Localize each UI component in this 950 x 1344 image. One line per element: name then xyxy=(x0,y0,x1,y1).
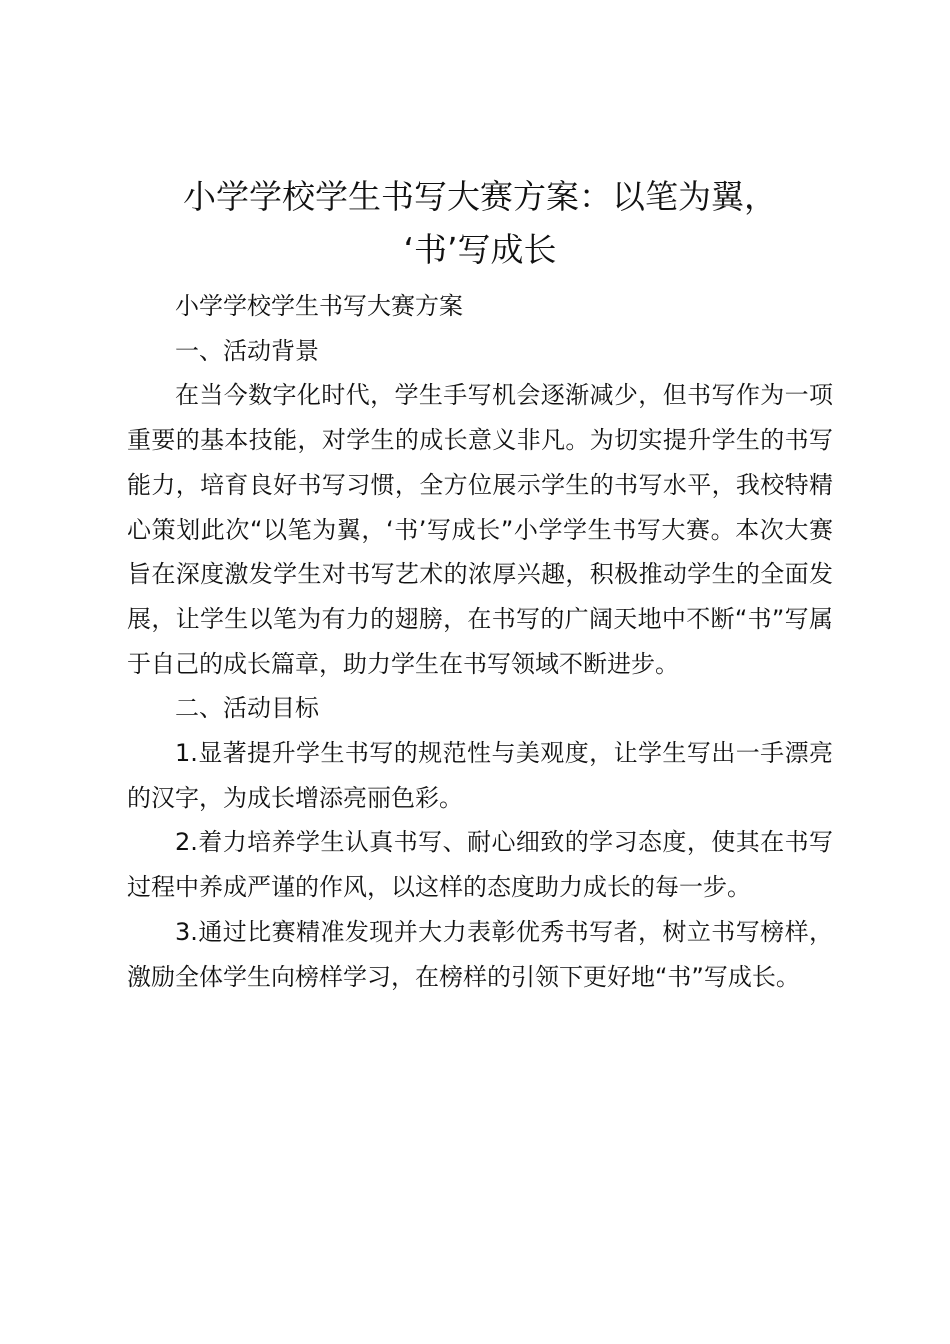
document-body xyxy=(127,284,833,999)
section-2-heading: 二、活动目标 xyxy=(175,694,319,723)
section-1-heading: 一、活动背景 xyxy=(175,336,319,365)
document-subtitle: 小学学校学生书写大赛方案 xyxy=(175,292,463,320)
title-line-1: 小学学校学生书写大赛方案：以笔为翼， xyxy=(183,177,777,216)
goal-item-1: 1.显著提升学生书写的规范性与美观度，让学生写出一手漂亮的汉字，为成长增添亮丽色彩。 xyxy=(127,739,833,812)
goal-item-3: 3.通过比赛精准发现并大力表彰优秀书写者，树立书写榜样，激励全体学生向榜样学习，在榜样的引领下更好地“书”写成长。 xyxy=(127,917,833,991)
document-page xyxy=(127,170,833,999)
section-1-paragraph: 在当今数字化时代，学生手写机会逐渐减少，但书写作为一项重要的基本技能，对学生的成长意义非凡。为切实提升学生的书写能力，培育良好书写习惯，全方位展示学生的书写水平，我校特精心策划此次“以笔为翼，‘书’写成长”小学学生书写大赛。本次大赛旨在深度激发学生对书写艺术的浓厚兴趣，积极推动学生的全面发展，让学生以笔为有力的翅膀，在书写的广阔天地中不断“书”写属于自己的成长篇章，助力学生在书写领域不断进步。 xyxy=(127,381,833,678)
goal-item-2: 2.着力培养学生认真书写、耐心细致的学习态度，使其在书写过程中养成严谨的作风，以这样的态度助力成长的每一步。 xyxy=(127,828,833,902)
document-title xyxy=(127,170,833,276)
title-line-2: ‘书’写成长 xyxy=(403,230,557,269)
